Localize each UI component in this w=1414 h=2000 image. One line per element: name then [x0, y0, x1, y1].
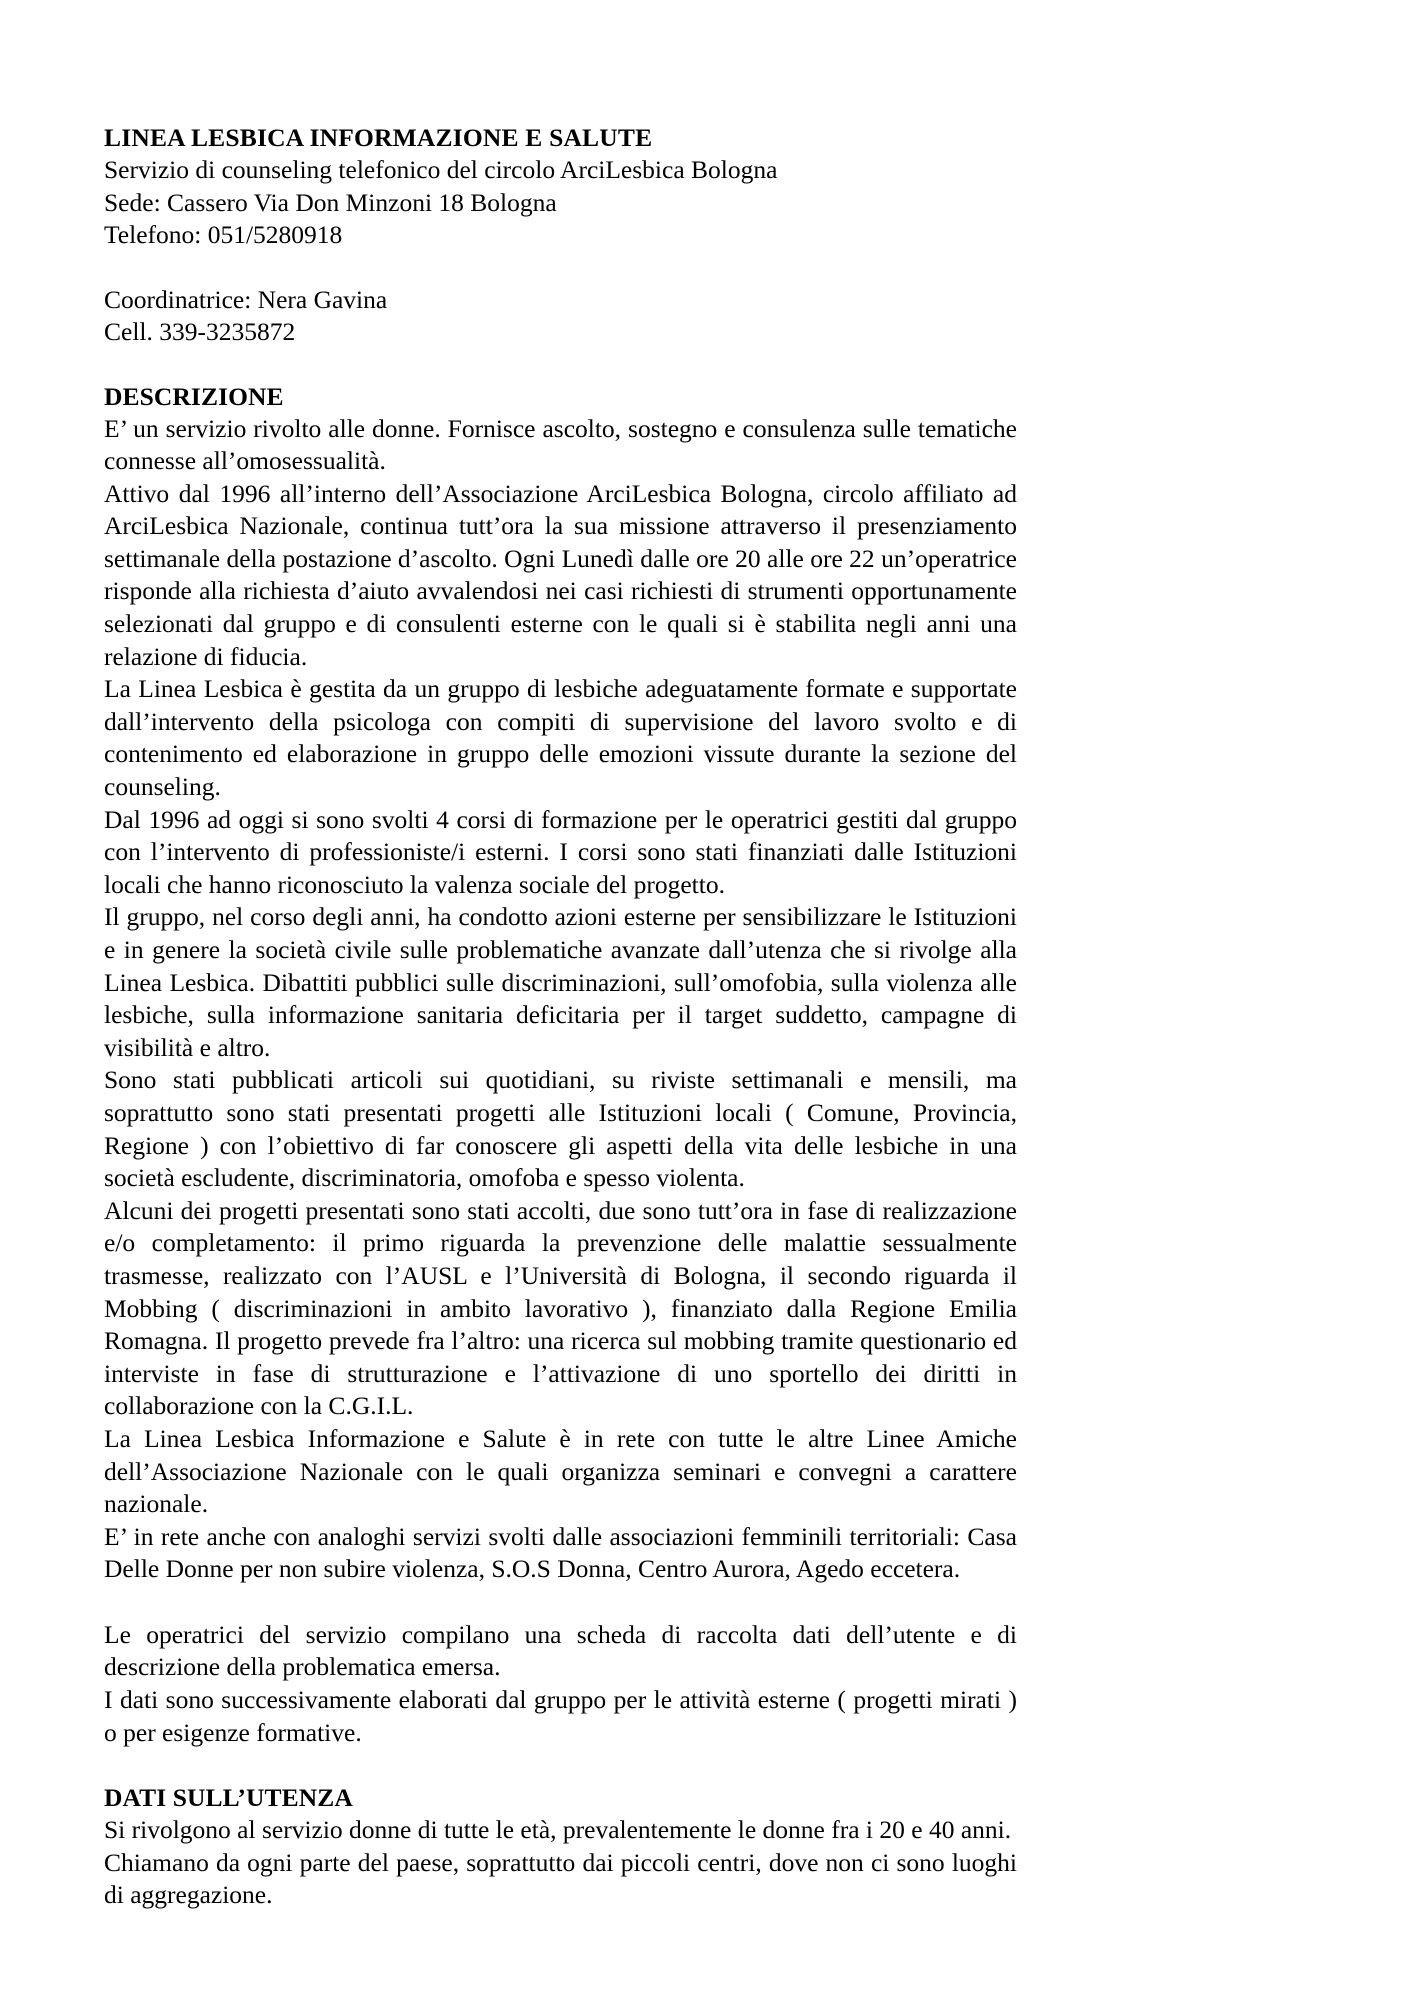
paragraph: Si rivolgono al servizio donne di tutte le età, prevalentemente le donne fra i 20 e 40 anni.: [104, 1815, 1012, 1845]
contact-line-coordinator: Coordinatrice: Nera Gavina: [104, 284, 388, 314]
spacer-before-descrizione: [104, 349, 1017, 381]
section-body-descrizione: [104, 413, 1017, 1586]
spacer-before-dati-utenza: [104, 1749, 1017, 1782]
paragraph: La Linea Lesbica Informazione e Salute è in rete con tutte le altre Linee Amiche dell’Associazione Nazionale con le quali organizza seminari e convegni a carattere nazionale.: [104, 1423, 1017, 1519]
paragraph: Sono stati pubblicati articoli sui quotidiani, su riviste settimanali e mensili, ma soprattutto sono stati presentati progetti alle Istituzioni locali ( Comune, Provincia, Regione ) con l’obiettivo di far conoscere gli aspetti della vita delle lesbiche in una società escludente, discriminatoria, omofoba e spesso violenta.: [104, 1065, 1017, 1193]
paragraph: Dal 1996 ad oggi si sono svolti 4 corsi di formazione per le operatrici gestiti dal gruppo con l’intervento di professioniste/i esterni. I corsi sono stati finanziati dalle Istituzioni locali che hanno riconosciuto la valenza sociale del progetto.: [104, 804, 1017, 899]
paragraph: Attivo dal 1996 all’interno dell’Associazione ArciLesbica Bologna, circolo affiliato ad ArciLesbica Nazionale, continua tutt’ora la sua missione attraverso il presenziamento settimanale della postazione d’ascolto. Ogni Lunedì dalle ore 20 alle ore 22 un’operatrice risponde alla richiesta d’aiuto avvalendosi nei casi richiesti di strumenti opportunamente selezionati dal gruppo e di consulenti esterne con le quali si è stabilita negli anni una relazione di fiducia.: [104, 478, 1017, 671]
header-line-phone: Telefono: 051/5280918: [104, 220, 343, 249]
section-body-dati-raccolta: [104, 1619, 1017, 1749]
spacer-after-header: [104, 252, 1017, 284]
spacer-before-operatrici: [104, 1586, 1017, 1619]
paragraph: I dati sono successivamente elaborati dal gruppo per le attività esterne ( progetti mirati ) o per esigenze formative.: [104, 1685, 1017, 1747]
paragraph: Le operatrici del servizio compilano una scheda di raccolta dati dell’utente e di descrizione della problematica emersa.: [104, 1619, 1017, 1682]
document-content: [104, 122, 1017, 1912]
header-line-service: Servizio di counseling telefonico del circolo ArciLesbica Bologna: [104, 155, 778, 184]
section-heading-dati-sull-utenza: DATI SULL’UTENZA: [104, 1783, 353, 1813]
paragraph: Il gruppo, nel corso degli anni, ha condotto azioni esterne per sensibilizzare le Istituzioni e in genere la società civile sulle problematiche avanzate dall’utenza che si rivolge alla Linea Lesbica. Dibattiti pubblici sulle discriminazioni, sull’omofobia, sulla violenza alle lesbiche, sulla informazione sanitaria deficitaria per il target suddetto, campagne di visibilità e altro.: [104, 902, 1017, 1062]
contact-line-mobile: Cell. 339-3235872: [104, 317, 296, 346]
section-heading-descrizione: DESCRIZIONE: [104, 381, 284, 411]
page-title: LINEA LESBICA INFORMAZIONE E SALUTE: [104, 123, 653, 152]
paragraph: Chiamano da ogni parte del paese, soprattutto dai piccoli centri, dove non ci sono luoghi di aggregazione.: [104, 1847, 1017, 1910]
paragraph: La Linea Lesbica è gestita da un gruppo di lesbiche adeguatamente formate e supportate dall’intervento della psicologa con compiti di supervisione del lavoro svolto e di contenimento ed elaborazione in gruppo delle emozioni vissute durante la sezione del counseling.: [104, 674, 1017, 802]
paragraph: Alcuni dei progetti presentati sono stati accolti, due sono tutt’ora in fase di realizzazione e/o completamento: il primo riguarda la prevenzione delle malattie sessualmente trasmesse, realizzato con l’AUSL e l’Università di Bologna, il secondo riguarda il Mobbing ( discriminazioni in ambito lavorativo ), finanziato dalla Regione Emilia Romagna. Il progetto prevede fra l’altro: una ricerca sul mobbing tramite questionario ed interviste in fase di strutturazione e l’attivazione di uno sportello dei diritti in collaborazione con la C.G.I.L.: [104, 1195, 1017, 1421]
paragraph: E’ un servizio rivolto alle donne. Fornisce ascolto, sostegno e consulenza sulle tematiche connesse all’omosessualità.: [104, 413, 1017, 476]
section-body-dati-sull-utenza: [104, 1814, 1017, 1912]
paragraph: E’ in rete anche con analoghi servizi svolti dalle associazioni femminili territoriali: Casa Delle Donne per non subire violenza, S.O.S Donna, Centro Aurora, Agedo eccetera.: [104, 1521, 1017, 1584]
header-line-address: Sede: Cassero Via Don Minzoni 18 Bologna: [104, 187, 557, 217]
